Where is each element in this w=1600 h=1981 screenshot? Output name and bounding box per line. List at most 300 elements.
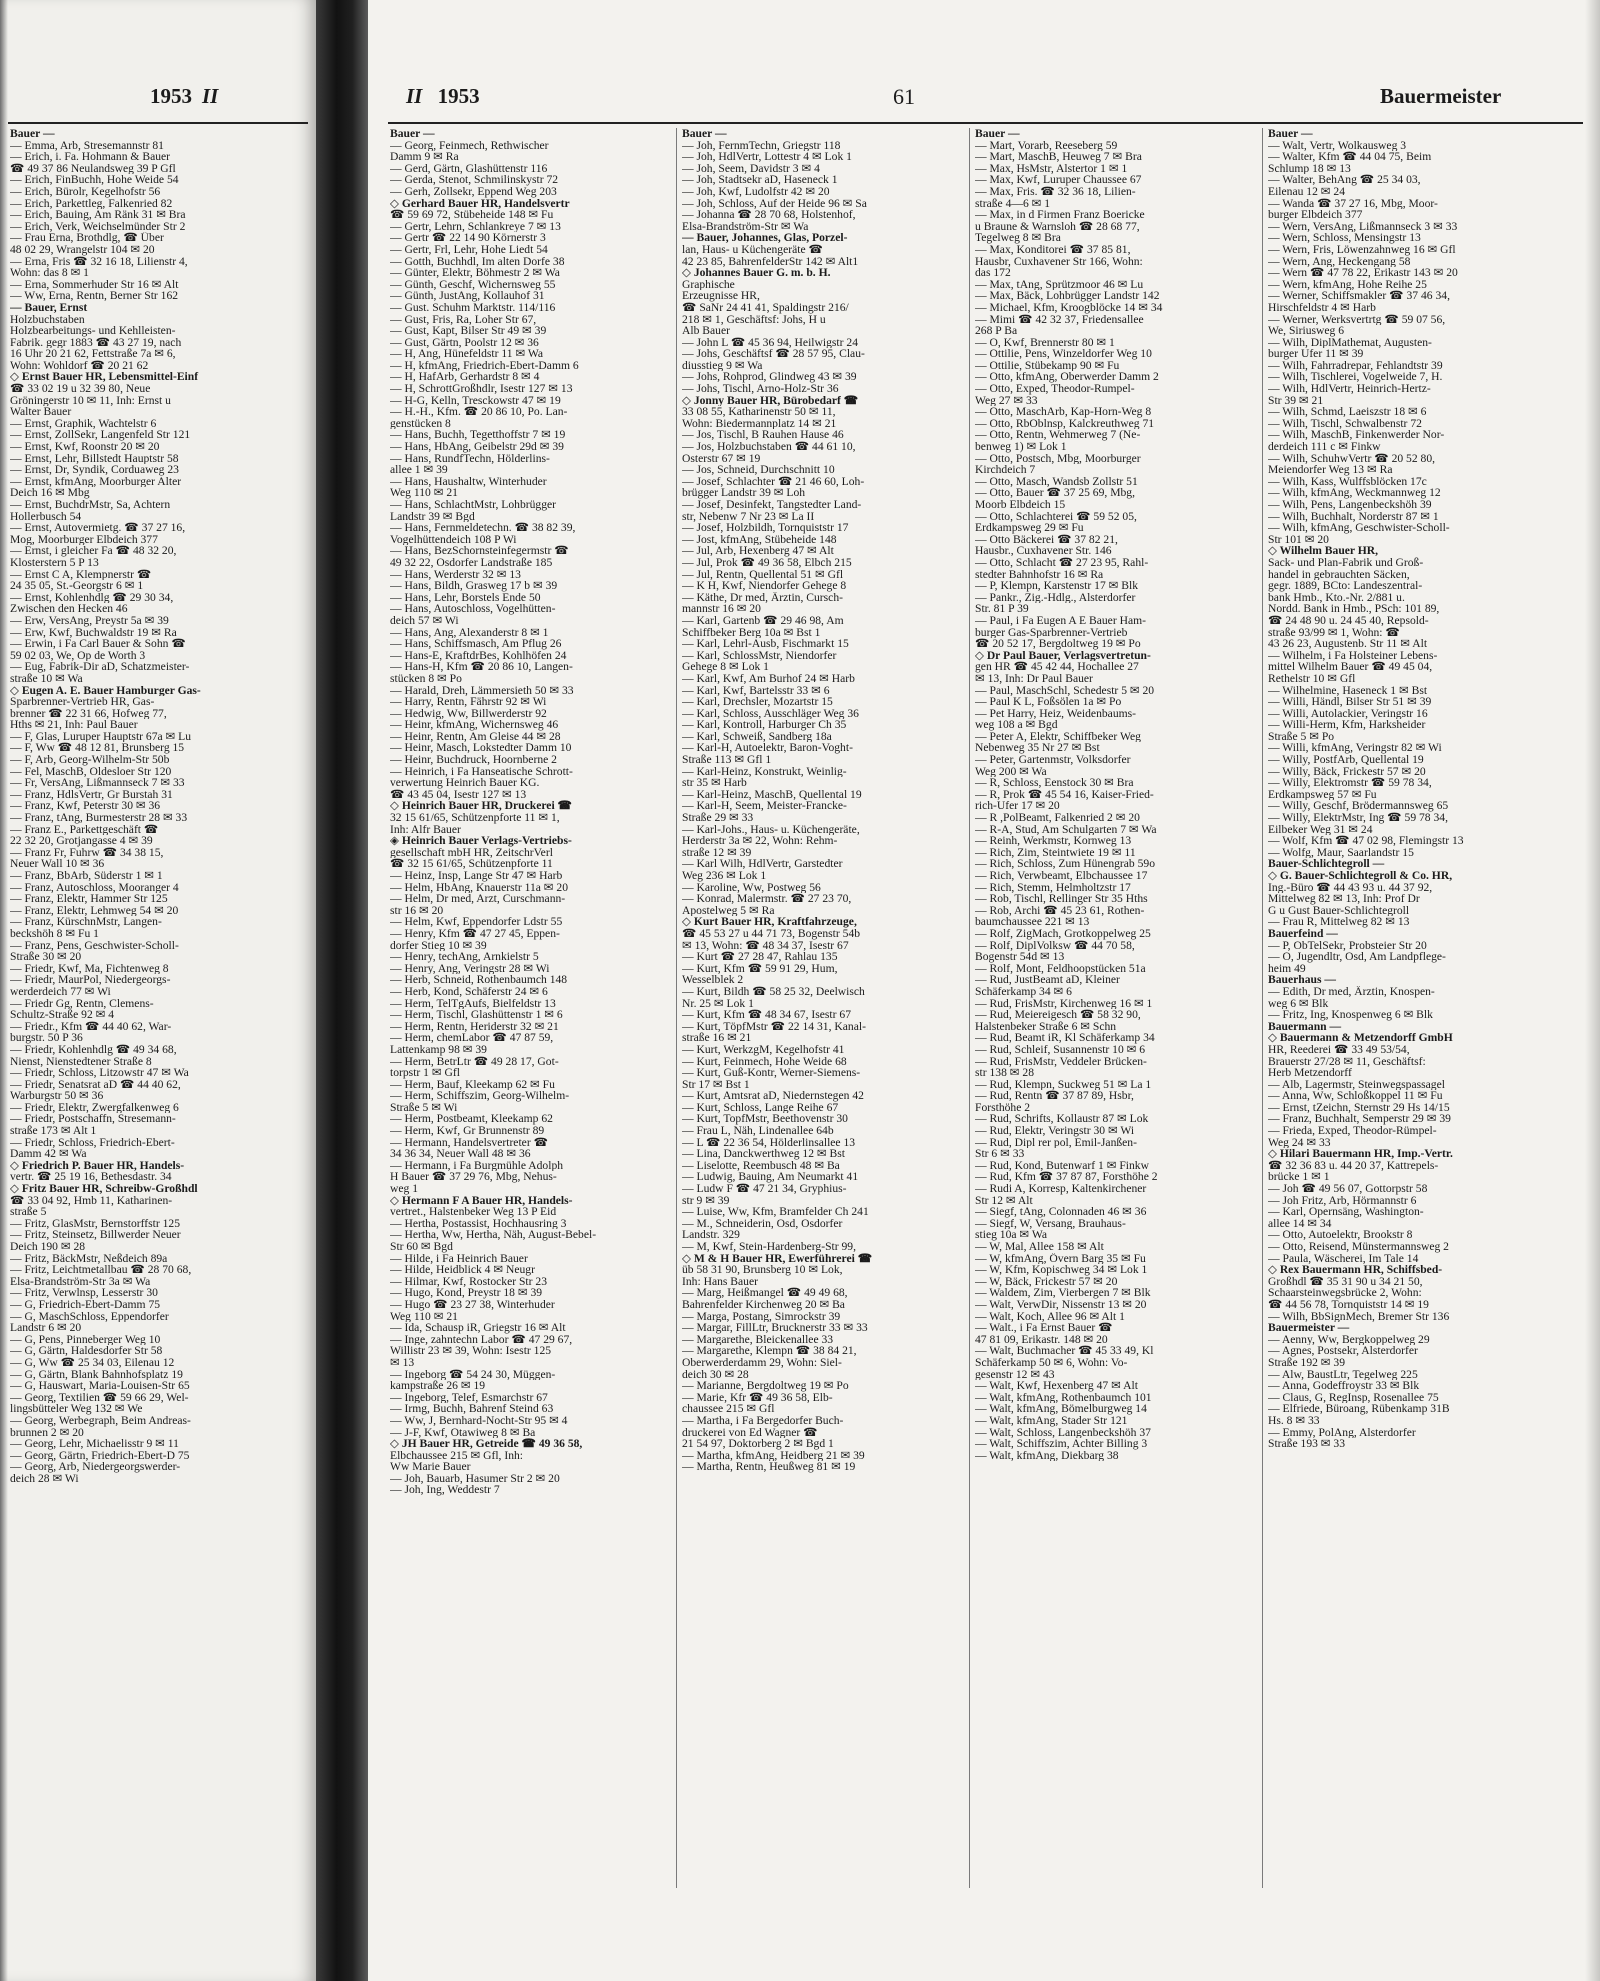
directory-line: 59 02 03, We, Op de Worth 3 bbox=[10, 649, 146, 662]
directory-line: — Ernst, BuchdrMstr, Sa, Achtern bbox=[10, 499, 171, 511]
directory-line: weg 108 a ✉ Bgd bbox=[975, 719, 1058, 731]
directory-line: — Walt, Buchmacher ☎ 45 33 49, Kl bbox=[975, 1345, 1154, 1357]
directory-line: verwertung Heinrich Bauer KG. bbox=[390, 777, 540, 789]
directory-line: Ing.-Büro ☎ 44 43 93 u. 44 37 92, bbox=[1268, 881, 1433, 894]
directory-line: — Hermann, Handelsvertreter ☎ bbox=[390, 1136, 549, 1149]
directory-line: — Günth, Geschf, Wichernsweg 55 bbox=[390, 278, 556, 291]
directory-line: — Joh ☎ 49 56 07, Gottorpstr 58 bbox=[1268, 1183, 1428, 1195]
directory-line: — Alw, BaustLtr, Tegelweg 225 bbox=[1268, 1368, 1418, 1381]
directory-line: — Walt, kfmAng, Bömelburgweg 14 bbox=[975, 1403, 1147, 1415]
directory-line: — Walt, Schiffszim, Achter Billing 3 bbox=[975, 1438, 1148, 1450]
directory-line: — Reinh, Werkmstr, Kornweg 13 bbox=[975, 835, 1132, 847]
directory-line: Wesselblek 2 bbox=[682, 974, 744, 986]
directory-line: — Kurt, TöpfMstr ☎ 22 14 31, Kanal- bbox=[682, 1020, 866, 1033]
directory-line: — Otto, Schlacht ☎ 27 23 95, Rahl- bbox=[975, 556, 1149, 569]
directory-line: — Franz E., Parkettgeschäft ☎ bbox=[10, 823, 159, 836]
directory-line: gesellschaft mbH HR, ZeitschrVerl bbox=[390, 846, 553, 859]
directory-line: — Jos, Holzbuchstaben ☎ 44 61 10, bbox=[682, 441, 856, 453]
directory-line: Oberwerderdamm 29, Wohn: Siel- bbox=[682, 1356, 842, 1369]
directory-line: — Frau L, Näh, Lindenallee 64b bbox=[682, 1125, 834, 1137]
directory-line: ◇ Dr Paul Bauer, Verlagsvertretun- bbox=[975, 649, 1151, 662]
directory-line: — Kurt ☎ 27 28 47, Rahlau 135 bbox=[682, 951, 838, 963]
directory-line: — Agnes, Postsekr, Alsterdorfer bbox=[1268, 1345, 1418, 1357]
right-header-year: 1953 bbox=[437, 84, 480, 108]
directory-line: Wohn: das 8 ✉ 1 bbox=[10, 267, 89, 279]
directory-line: das 172 bbox=[975, 267, 1011, 279]
left-header-year: 1953 bbox=[150, 84, 192, 108]
directory-line: Nr. 25 ✉ Lok 1 bbox=[682, 997, 754, 1010]
directory-line: — Heinr, Masch, Lokstedter Damm 10 bbox=[390, 742, 572, 755]
directory-line: — Willi-Herm, Kfm, Harksheider bbox=[1268, 719, 1426, 731]
directory-line: — Herm, Tischl, Glashüttenstr 1 ✉ 6 bbox=[390, 1009, 563, 1021]
directory-line: — Rud, Kond, Butenwarf 1 ✉ Finkw bbox=[975, 1159, 1149, 1172]
directory-line: ◇ Eugen A. E. Bauer Hamburger Gas- bbox=[10, 684, 201, 697]
directory-line: — Mart, Vorarb, Reeseberg 59 bbox=[975, 139, 1118, 152]
directory-line: — Wern, Ang, Heckengang 58 bbox=[1268, 255, 1411, 268]
directory-line: — Wilhelm, i Fa Holsteiner Lebens- bbox=[1268, 649, 1438, 662]
directory-line: ✉ 13 bbox=[390, 1356, 415, 1369]
directory-line: — R ,PolBeamt, Falkenried 2 ✉ 20 bbox=[975, 812, 1140, 824]
directory-line: — Jul, Rentn, Quellental 51 ✉ Gfl bbox=[682, 568, 844, 581]
directory-line: Wohn: Biedermannplatz 14 ✉ 21 bbox=[682, 417, 837, 430]
directory-line: — Erna, Sommerhuder Str 16 ✉ Alt bbox=[10, 278, 179, 291]
directory-line: G u Gust Bauer-Schlichtegroll bbox=[1268, 904, 1410, 917]
directory-line: — Heinz, Insp, Lange Str 47 ✉ Harb bbox=[390, 870, 563, 882]
directory-line: — Herm, Postbeamt, Kleekamp 62 bbox=[390, 1113, 553, 1126]
directory-line: Str 6 ✉ 33 bbox=[975, 1148, 1025, 1160]
directory-line: — G, Hauswart, Maria-Louisen-Str 65 bbox=[10, 1380, 190, 1392]
directory-line: Str. 81 P 39 bbox=[975, 603, 1029, 615]
directory-line: — Karl, Lehrl-Ausb, Fischmarkt 15 bbox=[682, 638, 849, 650]
directory-line: ◇ Hermann F A Bauer HR, Handels- bbox=[390, 1194, 573, 1207]
directory-line: — Günth, JustAng, Kollauhof 31 bbox=[390, 290, 545, 302]
directory-line: — Franz Fr, Fuhrw ☎ 34 38 15, bbox=[10, 846, 164, 859]
directory-line: — Herm, Bauf, Kleekamp 62 ✉ Fu bbox=[390, 1078, 555, 1091]
directory-line: — Harry, Rentn, Fährstr 92 ✉ Wi bbox=[390, 696, 547, 708]
directory-line: Weg 27 ✉ 33 bbox=[975, 394, 1038, 407]
directory-line: — Johs, Rohprod, Glindweg 43 ✉ 39 bbox=[682, 371, 857, 384]
directory-line: — Gerda, Stenot, Schmilinskystr 72 bbox=[390, 174, 559, 186]
directory-line: — Helm, Kwf, Eppendorfer Ldstr 55 bbox=[390, 916, 563, 928]
directory-line: — Kurt, Schloss, Lange Reihe 67 bbox=[682, 1101, 839, 1114]
column-rule-2 bbox=[969, 128, 970, 1888]
directory-line: vertret., Halstenbeker Weg 13 P Eid bbox=[390, 1206, 557, 1218]
directory-line: Nienst, Nienstedtener Straße 8 bbox=[10, 1055, 152, 1068]
directory-line: — Herm, chemLabor ☎ 47 87 59, bbox=[390, 1032, 554, 1044]
directory-line: 21 54 97, Doktorberg 2 ✉ Bgd 1 bbox=[682, 1438, 834, 1450]
directory-line: straße 12 ✉ 39 bbox=[682, 846, 752, 859]
directory-line: — Käthe, Dr med, Ärztin, Cursch- bbox=[682, 591, 843, 604]
directory-line: Deich 190 ✉ 28 bbox=[10, 1241, 86, 1253]
directory-line: Eilbeker Weg 31 ✉ 24 bbox=[1268, 823, 1373, 836]
directory-line: — Jos, Tischl, B Rauhen Hause 46 bbox=[682, 429, 844, 442]
directory-line: lan, Haus- u Küchengeräte ☎ bbox=[682, 243, 823, 256]
directory-line: — Otto, RbOblnsp, Kalckreuthweg 71 bbox=[975, 417, 1155, 430]
directory-line: — Erich, FinBuchh, Hohe Weide 54 bbox=[10, 174, 179, 186]
directory-line: — Friedr, Schloss, Friedrich-Ebert- bbox=[10, 1136, 175, 1149]
directory-line: Str 101 ✉ 20 bbox=[1268, 533, 1329, 546]
directory-line: — Hilde, Heidblick 4 ✉ Neugr bbox=[390, 1264, 535, 1276]
directory-line: — Otto, Exped, Theodor-Rumpel- bbox=[975, 383, 1135, 395]
directory-line: — Paula, Wäscherei, Im Tale 14 bbox=[1268, 1252, 1419, 1265]
directory-line: — Wern ☎ 47 78 22, Erikastr 143 ✉ 20 bbox=[1268, 267, 1458, 279]
directory-line: — Herm, Schiffszim, Georg-Wilhelm- bbox=[390, 1090, 570, 1102]
directory-line: — Otto, Rentn, Wehmerweg 7 (Ne- bbox=[975, 429, 1141, 442]
directory-line: — Peter, Gartenmstr, Volksdorfer bbox=[975, 754, 1131, 766]
directory-line: — Gotth, Buchhdl, Im alten Dorfe 38 bbox=[390, 255, 565, 268]
directory-line: — Joh, Ing, Weddestr 7 bbox=[390, 1484, 500, 1497]
directory-line: ◇ Johannes Bauer G. m. b. H. bbox=[682, 267, 831, 279]
directory-line: mannstr 16 ✉ 20 bbox=[682, 603, 761, 615]
directory-line: — M, Kwf, Stein-Hardenberg-Str 99, bbox=[682, 1241, 856, 1253]
directory-line: — Ernst, Autovermietg. ☎ 37 27 16, bbox=[10, 522, 186, 534]
directory-line: — Fritz, Verwlnsp, Lesserstr 30 bbox=[10, 1287, 158, 1299]
directory-line: str 16 ✉ 20 bbox=[390, 904, 444, 917]
directory-line: — Kurt, Amtsrat aD, Niedernstegen 42 bbox=[682, 1090, 864, 1102]
directory-line: — Karl Wilh, HdlVertr, Garstedter bbox=[682, 858, 843, 870]
directory-line: ✉ 13, Inh: Dr Paul Bauer bbox=[975, 672, 1093, 685]
directory-line: — Wilh, Fahrradrepar, Fehlandtstr 39 bbox=[1268, 359, 1443, 372]
directory-line: üb 58 31 90, Brunsberg 10 ✉ Lok, bbox=[682, 1264, 843, 1276]
directory-line: straße 173 ✉ Alt 1 bbox=[10, 1125, 97, 1137]
directory-line: — Friedr, Senatsrat aD ☎ 44 40 62, bbox=[10, 1078, 181, 1091]
guide-word: Bauermeister bbox=[1380, 84, 1502, 108]
directory-line: — J-F, Kwf, Otawiweg 8 ✉ Ba bbox=[390, 1426, 536, 1439]
directory-line: str, Nebenw 7 Nr 23 ✉ La II bbox=[682, 510, 815, 523]
directory-line: — Rud, Meiereigesch ☎ 58 32 90, bbox=[975, 1009, 1141, 1021]
directory-line: — H, SchrottGroßhdlr, Isestr 127 ✉ 13 bbox=[390, 383, 573, 395]
directory-line: beckshöh 8 ✉ Fu 1 bbox=[10, 927, 99, 940]
directory-line: Ww Marie Bauer bbox=[390, 1461, 471, 1473]
directory-line: — Henry, Kfm ☎ 47 27 45, Eppen- bbox=[390, 927, 560, 940]
directory-line: — Karl, Opernsäng, Washington- bbox=[1268, 1206, 1424, 1218]
left-header-rule bbox=[8, 122, 308, 124]
directory-line: — Gertr, Frl, Lehr, Hohe Liedt 54 bbox=[390, 243, 548, 256]
directory-line: — Rud, FrisMstr, Veddeler Brücken- bbox=[975, 1055, 1147, 1068]
directory-line: Lattenkamp 98 ✉ 39 bbox=[390, 1043, 487, 1056]
directory-line: — R, Prok ☎ 45 54 16, Kaiser-Fried- bbox=[975, 788, 1154, 801]
directory-line: mittel Wilhelm Bauer ☎ 49 45 04, bbox=[1268, 661, 1433, 673]
directory-line: — Friedr, Schloss, Litzowstr 47 ✉ Wa bbox=[10, 1067, 189, 1079]
directory-line: — Marga, Postang, Simrockstr 39 bbox=[682, 1310, 841, 1323]
directory-line: 33 08 55, Katharinenstr 50 ✉ 11, bbox=[682, 406, 836, 418]
directory-line: — Franz, Kwf, Peterstr 30 ✉ 36 bbox=[10, 800, 161, 813]
directory-line: — Frau R, Mittelweg 82 ✉ 13 bbox=[1268, 916, 1410, 928]
directory-line: — Peter A, Elektr, Schiffbeker Weg bbox=[975, 730, 1141, 743]
directory-line: Hths ✉ 21, Inh: Paul Bauer bbox=[10, 719, 138, 731]
directory-column-4 bbox=[1268, 128, 1578, 1888]
directory-line: — Michael, Kfm, Kroogblöcke 14 ✉ 34 bbox=[975, 301, 1163, 314]
directory-line: — Karl, Schloss, Ausschläger Weg 36 bbox=[682, 707, 859, 720]
directory-line: Bauerhaus — bbox=[1268, 974, 1336, 986]
directory-line: Erdkampsweg 29 ✉ Fu bbox=[975, 522, 1084, 534]
directory-line: — Herm, BetrLtr ☎ 49 28 17, Got- bbox=[390, 1055, 559, 1068]
directory-line: — Henry, techAng, Arnkielstr 5 bbox=[390, 951, 539, 963]
directory-line: — Wern, kfmAng, Hohe Reihe 25 bbox=[1268, 278, 1427, 291]
directory-line: — Kurt, Kfm ☎ 48 34 67, Isestr 67 bbox=[682, 1009, 852, 1021]
directory-line: — Karl-Heinz, Konstrukt, Weinlig- bbox=[682, 765, 847, 778]
directory-line: — Kurt, Guß-Kontr, Werner-Siemens- bbox=[682, 1067, 861, 1079]
directory-line: ◈ Heinrich Bauer Verlags-Vertriebs- bbox=[390, 835, 572, 847]
directory-line: — Bauer, Johannes, Glas, Porzel- bbox=[682, 232, 848, 244]
directory-line: — Henry, Ang, Veringstr 28 ✉ Wi bbox=[390, 962, 550, 975]
directory-line: — Rudi A, Korresp, Kaltenkirchener bbox=[975, 1183, 1147, 1195]
directory-line: — Hans, Schiffsmasch, Am Pflug 26 bbox=[390, 638, 562, 650]
directory-line: ☎ 45 53 27 u 44 71 73, Bogenstr 54b bbox=[682, 927, 861, 940]
directory-line: — H, kfmAng, Friedrich-Ebert-Damm 6 bbox=[390, 359, 579, 372]
directory-line: — Marie, Kfr ☎ 49 36 58, Elb- bbox=[682, 1391, 833, 1404]
directory-line: ◇ G. Bauer-Schlichtegroll & Co. HR, bbox=[1268, 870, 1453, 882]
directory-line: — Hans, Haushaltw, Winterhuder bbox=[390, 475, 547, 488]
directory-line: — Anna, Ww, Schloßkoppel 11 ✉ Fu bbox=[1268, 1090, 1443, 1102]
directory-line: — Ernst, Lehr, Billstedt Hauptstr 58 bbox=[10, 452, 179, 465]
directory-line: Schäferkamp 50 ✉ 6, Wohn: Vo- bbox=[975, 1356, 1128, 1369]
directory-line: — Wilh, Tischlerei, Vogelweide 7, H. bbox=[1268, 371, 1443, 384]
directory-line: Damm 9 ✉ Ra bbox=[390, 151, 459, 163]
directory-line: — Hans-H, Kfm ☎ 20 86 10, Langen- bbox=[390, 661, 573, 673]
directory-line: — Gerd, Gärtn, Glashüttenstr 116 bbox=[390, 162, 548, 175]
directory-line: — Friedr Gg, Rentn, Clemens- bbox=[10, 997, 154, 1010]
directory-line: — Rud, Kfm ☎ 37 87 87, Forsthöhe 2 bbox=[975, 1171, 1158, 1184]
directory-line: — P, Klempn, Karstenstr 17 ✉ Blk bbox=[975, 580, 1139, 592]
directory-line: Bogenstr 54d ✉ 13 bbox=[975, 951, 1065, 963]
directory-line: — Günter, Elektr, Böhmestr 2 ✉ Wa bbox=[390, 267, 560, 279]
directory-line: dorfer Stieg 10 ✉ 39 bbox=[390, 939, 487, 952]
right-page bbox=[368, 0, 1600, 1981]
directory-line: allee 14 ✉ 34 bbox=[1268, 1217, 1332, 1230]
directory-line: — Martha, i Fa Bergedorfer Buch- bbox=[682, 1414, 844, 1427]
directory-line: — Willi, kfmAng, Veringstr 82 ✉ Wi bbox=[1268, 742, 1442, 755]
directory-line: — Ernst, Kohlenhdlg ☎ 29 30 34, bbox=[10, 591, 174, 604]
directory-line: — G, Gärtn, Haldesdorfer Str 58 bbox=[10, 1345, 163, 1357]
directory-line: — Martha, kfmAng, Heidberg 21 ✉ 39 bbox=[682, 1449, 865, 1462]
directory-line: — H.-H., Kfm. ☎ 20 86 10, Po. Lan- bbox=[390, 406, 568, 418]
directory-line: Alb Bauer bbox=[682, 325, 730, 337]
directory-line: ☎ SaNr 24 41 41, Spaldingstr 216/ bbox=[682, 301, 849, 314]
directory-line: — Erich, Bürolr, Kegelhofstr 56 bbox=[10, 185, 161, 198]
directory-line: — Hertha, Ww, Hertha, Näh, August-Bebel- bbox=[390, 1229, 597, 1241]
directory-line: — Otto, Masch, Wandsb Zollstr 51 bbox=[975, 475, 1138, 488]
directory-line: — Mimi ☎ 42 32 37, Friedensallee bbox=[975, 313, 1144, 326]
directory-line: — Karl-Heinz, MaschB, Quellental 19 bbox=[682, 788, 862, 801]
directory-line: ◇ JH Bauer HR, Getreide ☎ 49 36 58, bbox=[390, 1438, 583, 1450]
directory-line: — Gust, Kapt, Bilser Str 49 ✉ 39 bbox=[390, 325, 547, 337]
directory-line: Moorb Elbdeich 15 bbox=[975, 499, 1066, 511]
directory-line: — Rud, Beamt iR, Kl Schäferkamp 34 bbox=[975, 1032, 1155, 1044]
directory-line: — Georg, Feinmech, Rethwischer bbox=[390, 139, 549, 152]
directory-line: — Hans, RundfTechn, Hölderlins- bbox=[390, 452, 550, 465]
directory-line: ☎ 20 52 17, Bergdoltweg 19 ✉ Po bbox=[975, 638, 1141, 650]
directory-line: Hausbr, Cuxhavener Str 166, Wohn: bbox=[975, 255, 1143, 268]
directory-line: genstücken 8 bbox=[390, 417, 451, 430]
directory-line: — F, Glas, Luruper Hauptstr 67a ✉ Lu bbox=[10, 730, 192, 743]
directory-line: — L ☎ 22 36 54, Hölderlinsallee 13 bbox=[682, 1136, 856, 1149]
directory-line: Weg 110 ✉ 21 bbox=[390, 1310, 458, 1323]
directory-line: Landstr 6 ✉ 20 bbox=[10, 1322, 82, 1334]
directory-line: 43 26 23, Augustenb. Str 11 ✉ Alt bbox=[1268, 638, 1428, 650]
directory-line: Straße 113 ✉ Gfl 1 bbox=[682, 754, 772, 766]
directory-line: — Erw, Kwf, Buchwaldstr 19 ✉ Ra bbox=[10, 626, 177, 639]
directory-line: Walter Bauer bbox=[10, 406, 72, 418]
directory-line: Str 17 ✉ Bst 1 bbox=[682, 1078, 750, 1091]
directory-line: Erzeugnisse HR, bbox=[682, 290, 760, 302]
directory-line: Straße 30 ✉ 20 bbox=[10, 951, 82, 963]
directory-line: — Ernst C A, Klempnerstr ☎ bbox=[10, 568, 152, 581]
directory-line: Neuer Wall 10 ✉ 36 bbox=[10, 858, 105, 870]
directory-line: — Fritz, Ing, Knospenweg 6 ✉ Blk bbox=[1268, 1009, 1433, 1021]
directory-line: — Wilh, Schmd, Laeiszstr 18 ✉ 6 bbox=[1268, 406, 1427, 418]
directory-line: brenner ☎ 22 31 66, Hofweg 77, bbox=[10, 707, 167, 720]
directory-line: — Rud, FrisMstr, Kirchenweg 16 ✉ 1 bbox=[975, 997, 1153, 1010]
directory-line: — Siegf, W, Versang, Brauhaus- bbox=[975, 1217, 1126, 1230]
directory-line: — Ernst, kfmAng, Moorburger Alter bbox=[10, 475, 182, 488]
directory-line: Vogelhüttendeich 108 P Wi bbox=[390, 533, 517, 546]
directory-line: — Hilmar, Kwf, Rostocker Str 23 bbox=[390, 1275, 547, 1288]
directory-line: — Kurt, Kfm ☎ 59 91 29, Hum, bbox=[682, 962, 838, 975]
directory-line: — Max, Fris. ☎ 32 36 18, Lilien- bbox=[975, 185, 1136, 198]
directory-line: torpstr 1 ✉ Gfl bbox=[390, 1067, 460, 1079]
directory-line: — Karl, Kwf, Am Burhof 24 ✉ Harb bbox=[682, 672, 855, 685]
directory-line: Weg 24 ✉ 33 bbox=[1268, 1136, 1331, 1149]
directory-line: derdeich 111 c ✉ Finkw bbox=[1268, 441, 1381, 453]
directory-line: Gehege 8 ✉ Lok 1 bbox=[682, 661, 769, 673]
directory-line: — Rud, Dipl rer pol, Emil-Janßen- bbox=[975, 1136, 1137, 1149]
directory-line: — Rich, Schloss, Zum Hünengrab 59o bbox=[975, 858, 1156, 870]
directory-line: — Franz, Autoschloss, Mooranger 4 bbox=[10, 881, 179, 894]
directory-line: Nordd. Bank in Hmb., PSch: 101 89, bbox=[1268, 603, 1440, 615]
directory-line: Apostelweg 5 ✉ Ra bbox=[682, 904, 775, 917]
directory-line: heim 49 bbox=[1268, 962, 1306, 975]
directory-line: — Rich, Zim, Steintwiete 19 ✉ 11 bbox=[975, 846, 1136, 859]
directory-line: Wohn: Wohldorf ☎ 20 21 62 bbox=[10, 359, 149, 372]
directory-line: — Walt, VerwDir, Nissenstr 13 ✉ 20 bbox=[975, 1298, 1147, 1311]
directory-line: — Hans, Bildh, Grasweg 17 b ✉ 39 bbox=[390, 580, 558, 592]
directory-line: — Rud, JustBeamt aD, Kleiner bbox=[975, 974, 1120, 986]
directory-line: — O, Kwf, Brennerstr 80 ✉ 1 bbox=[975, 336, 1115, 349]
directory-line: kampstraße 26 ✉ 19 bbox=[390, 1380, 486, 1392]
directory-line: ◇ Rex Bauermann HR, Schiffsbed- bbox=[1268, 1264, 1443, 1276]
directory-line: Forsthöhe 2 bbox=[975, 1101, 1031, 1114]
directory-line: — Herm, TelTgAufs, Bielfeldstr 13 bbox=[390, 997, 556, 1010]
directory-line: — Erich, Bauing, Am Ränk 31 ✉ Bra bbox=[10, 209, 186, 221]
directory-line: — Bauer, Ernst bbox=[10, 301, 88, 314]
directory-line: — G, Pens, Pinneberger Weg 10 bbox=[10, 1333, 161, 1346]
directory-line: Herb Metzendorff bbox=[1268, 1067, 1352, 1079]
directory-line: — Ottilie, Pens, Winzeldorfer Weg 10 bbox=[975, 348, 1152, 360]
directory-line: — Franz, HdlsVertr, Gr Burstah 31 bbox=[10, 788, 173, 801]
directory-line: — Friedr, Kohlenhdlg ☎ 49 34 68, bbox=[10, 1043, 177, 1056]
directory-line: burger Gas-Sparbrenner-Vertrieb bbox=[975, 626, 1128, 639]
directory-line: deich 28 ✉ Wi bbox=[10, 1472, 79, 1485]
directory-line: deich 57 ✉ Wi bbox=[390, 614, 459, 627]
directory-line: — Fr, VersAng, Lißmannseck 7 ✉ 33 bbox=[10, 777, 185, 789]
directory-line: Straße 29 ✉ 33 bbox=[682, 812, 754, 824]
directory-line: Elsa-Brandström-Str 3a ✉ Wa bbox=[10, 1275, 151, 1288]
directory-line: Bauer — bbox=[975, 128, 1020, 140]
directory-line: 32 15 61/65, Schützenpforte 11 ✉ 1, bbox=[390, 812, 560, 824]
directory-line: ✉ 13, Wohn: ☎ 48 34 37, Isestr 67 bbox=[682, 939, 849, 952]
directory-line: — Otto, Postsch, Mbg, Moorburger bbox=[975, 452, 1141, 465]
directory-line: — Rud, Elektr, Veringstr 30 ✉ Wi bbox=[975, 1125, 1135, 1137]
directory-line: Herderstr 3a ✉ 22, Wohn: Rehm- bbox=[682, 835, 838, 847]
directory-line: weg 1 bbox=[390, 1183, 419, 1195]
column-rule-1 bbox=[676, 128, 677, 1888]
directory-line: Str 39 ✉ 21 bbox=[1268, 394, 1324, 407]
directory-line: — Irmg, Buchh, Bahrenf Steind 63 bbox=[390, 1403, 554, 1415]
directory-line: Bauer — bbox=[10, 128, 55, 140]
directory-line: — Siegf, tAng, Colonnaden 46 ✉ 36 bbox=[975, 1206, 1147, 1218]
directory-line: — Georg, Textilien ☎ 59 66 29, Wel- bbox=[10, 1391, 189, 1404]
directory-line: ◇ Heinrich Bauer HR, Druckerei ☎ bbox=[390, 800, 573, 813]
directory-line: — G, Gärtn, Blank Bahnhofsplatz 19 bbox=[10, 1368, 183, 1381]
directory-line: — Paul, i Fa Eugen A E Bauer Ham- bbox=[975, 614, 1146, 627]
directory-line: — Wanda ☎ 37 27 16, Mbg, Moor- bbox=[1268, 197, 1438, 210]
directory-line: 42 23 85, BahrenfelderStr 142 ✉ Alt1 bbox=[682, 255, 859, 268]
directory-line: stücken 8 ✉ Po bbox=[390, 672, 462, 685]
directory-line: — Alb, Lagermstr, Steinwegspassagel bbox=[1268, 1078, 1445, 1091]
directory-line: — Karl-H, Autoelektr, Baron-Voght- bbox=[682, 742, 853, 755]
directory-line: — Gertr, Lehrn, Schlankreye 7 ✉ 13 bbox=[390, 220, 561, 233]
directory-line: — W, Bäck, Frickestr 57 ✉ 20 bbox=[975, 1275, 1118, 1288]
directory-line: burger Elbdeich 377 bbox=[1268, 209, 1363, 221]
directory-line: 47 81 09, Erikastr. 148 ✉ 20 bbox=[975, 1333, 1108, 1346]
directory-line: — Emma, Arb, Stresemannstr 81 bbox=[10, 139, 164, 152]
directory-line: chaussee 215 ✉ Gfl bbox=[682, 1403, 775, 1415]
directory-line: Schlump 18 ✉ 13 bbox=[1268, 162, 1351, 175]
directory-line: — Jos, Schneid, Durchschnitt 10 bbox=[682, 464, 835, 476]
directory-line: — Walt, Vertr, Wolkausweg 3 bbox=[1268, 139, 1407, 152]
directory-line: 34 36 34, Neuer Wall 48 ✉ 36 bbox=[390, 1148, 531, 1160]
directory-line: Landstr. 329 bbox=[682, 1229, 740, 1241]
directory-line: — Rolf, Mont, Feldhoopstücken 51a bbox=[975, 962, 1146, 975]
directory-line: Sack- und Plan-Fabrik und Groß- bbox=[1268, 556, 1424, 569]
directory-line: — Mart, MaschB, Heuweg 7 ✉ Bra bbox=[975, 151, 1142, 163]
directory-line: Schiffbeker Berg 10a ✉ Bst 1 bbox=[682, 626, 821, 639]
directory-line: Inh: Hans Bauer bbox=[682, 1275, 758, 1288]
directory-line: Bauer — bbox=[682, 128, 727, 140]
directory-line: ☎ 33 04 92, Hmb 11, Katharinen- bbox=[10, 1194, 173, 1207]
directory-line: — Willi, Autolackier, Veringstr 16 bbox=[1268, 707, 1428, 720]
directory-line: — Erwin, i Fa Carl Bauer & Sohn ☎ bbox=[10, 638, 186, 650]
left-page bbox=[0, 0, 316, 1981]
directory-line: — Hans, SchlachtMstr, Lohbrügger bbox=[390, 499, 557, 511]
directory-line: — Walt, Schloss, Langenbeckshöh 37 bbox=[975, 1426, 1151, 1439]
directory-line: bank Hmb., Kto.-Nr. 2/881 u. bbox=[1268, 591, 1405, 604]
directory-line: — Rolf, ZigMach, Grotkoppelweg 25 bbox=[975, 927, 1151, 940]
directory-line: Warburgstr 50 ✉ 36 bbox=[10, 1090, 104, 1102]
directory-line: — Frieda, Exped, Theodor-Rümpel- bbox=[1268, 1125, 1437, 1137]
directory-line: — Wilh, BbSignMech, Bremer Str 136 bbox=[1268, 1310, 1450, 1323]
directory-line: — Walter, BehAng ☎ 25 34 03, bbox=[1268, 174, 1421, 186]
directory-line: — Otto, MaschArb, Kap-Horn-Weg 8 bbox=[975, 406, 1152, 418]
directory-line: — Walt, kfmAng, Diekbarg 38 bbox=[975, 1449, 1119, 1462]
directory-line: 218 ✉ 1, Geschäftsf: Johs, H u bbox=[682, 313, 826, 326]
directory-line: — Wilh, SchuhwVertr ☎ 20 52 80, bbox=[1268, 452, 1436, 465]
directory-line: Deich 16 ✉ Mbg bbox=[10, 487, 90, 499]
directory-line: Bauermann — bbox=[1268, 1020, 1342, 1033]
directory-line: ◇ Gerhard Bauer HR, Handelsvertr bbox=[390, 197, 570, 210]
directory-line: — Karl-Johs., Haus- u. Küchengeräte, bbox=[682, 823, 860, 836]
directory-line: gegr. 1889, BCto: Landeszentral- bbox=[1268, 580, 1423, 592]
directory-line: — Friedr, Kwf, Ma, Fichtenweg 8 bbox=[10, 962, 169, 975]
directory-line: — Willy, Bäck, Frickestr 57 ✉ 20 bbox=[1268, 765, 1426, 778]
directory-line: — Kurt, WerkzgM, Kegelhofstr 41 bbox=[682, 1043, 845, 1056]
directory-line: — Margarethe, Klempn ☎ 38 84 21, bbox=[682, 1345, 857, 1357]
directory-line: allee 1 ✉ 39 bbox=[390, 464, 448, 476]
directory-line: — Emmy, PolAng, Alsterdorfer bbox=[1268, 1426, 1416, 1439]
directory-line: Holzbuchstaben bbox=[10, 313, 85, 326]
directory-line: Halstenbeker Straße 6 ✉ Schn bbox=[975, 1020, 1117, 1033]
